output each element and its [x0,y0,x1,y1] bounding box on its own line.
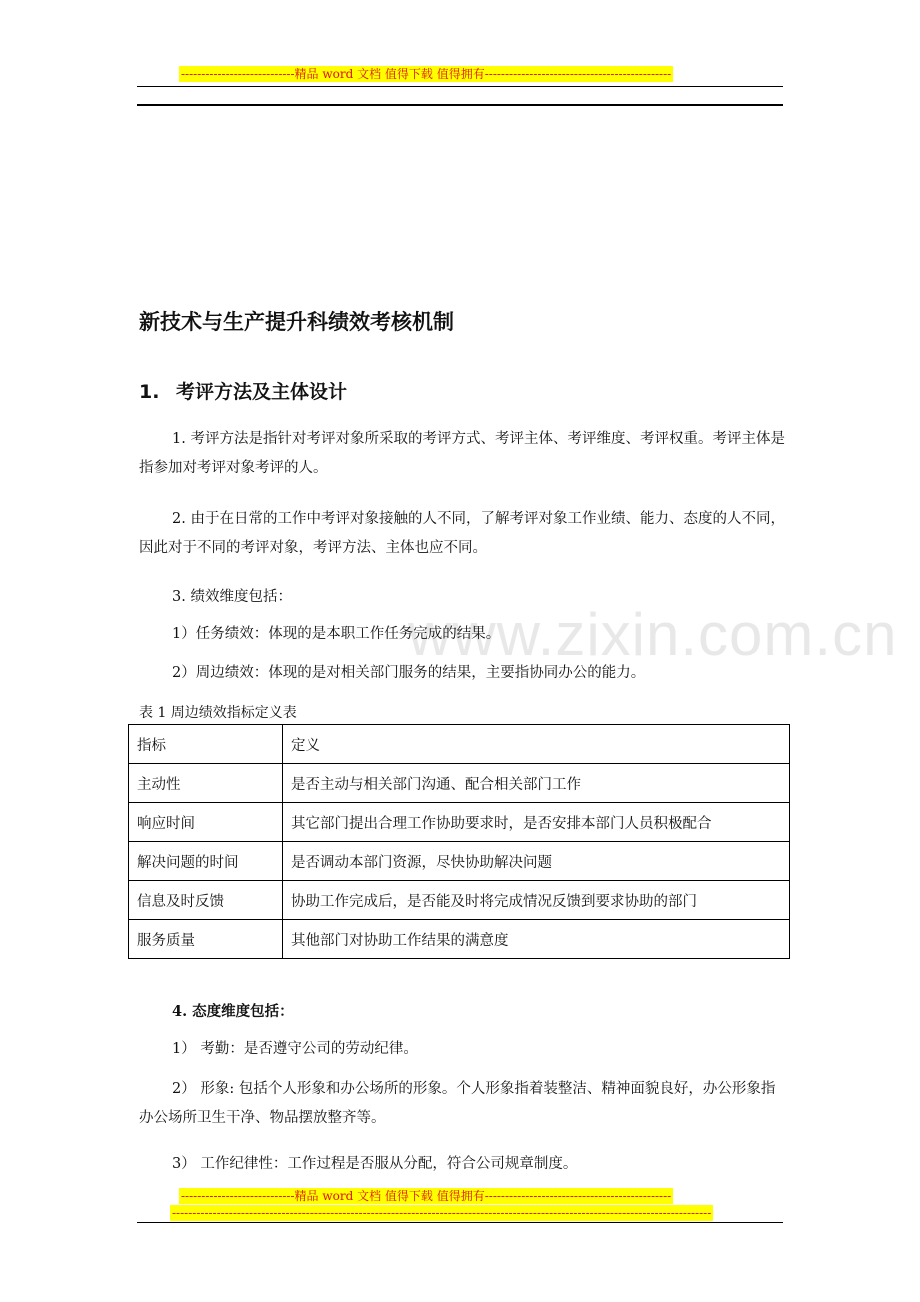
table-cell-indicator: 主动性 [129,764,283,803]
table-row [129,920,790,959]
header-rule [137,104,783,106]
paragraph: 2. 由于在日常的工作中考评对象接触的人不同，了解考评对象工作业绩、能力、态度的人不同，因此对于不同的考评对象，考评方法、主体也应不同。 [139,511,785,556]
table-cell-indicator: 服务质量 [129,920,283,959]
table-header-cell: 定义 [283,725,790,764]
footer-banner: ------------------------------------------------------------------------------------------------------------------------------------- [172,1206,712,1220]
table-cell-definition: 是否主动与相关部门沟通、配合相关部门工作 [283,764,790,803]
table-header-row [129,725,790,764]
paragraph: 1）任务绩效：体现的是本职工作任务完成的结果。 [172,626,501,642]
metrics-table [128,724,790,959]
footer-rule [137,1222,783,1223]
paragraph: 2）周边绩效：体现的是对相关部门服务的结果，主要指协同办公的能力。 [172,665,646,681]
paragraph: 2） 形象: 包括个人形象和办公场所的形象。个人形象指着装整洁、精神面貌良好，办公形象指办公场所卫生干净、物品摆放整齐等。 [139,1081,776,1126]
attitude-heading: 4. 态度维度包括： [172,1003,294,1020]
table-cell-definition: 其他部门对协助工作结果的满意度 [283,920,790,959]
table-cell-definition: 是否调动本部门资源，尽快协助解决问题 [283,842,790,881]
section-number: 1. [139,381,160,403]
footer-banner: ----------------------------精品 word 文档 值得下载 值得拥有---------------------------------------------- [181,1189,672,1203]
section-heading [139,377,347,404]
paragraph: 1） 考勤：是否遵守公司的劳动纪律。 [172,1041,418,1057]
paragraph: 3） 工作纪律性：工作过程是否服从分配，符合公司规章制度。 [172,1156,578,1172]
paragraph: 3. 绩效维度包括： [172,589,292,605]
header-rule [137,86,783,87]
table-row [129,842,790,881]
table-cell-indicator: 响应时间 [129,803,283,842]
paragraph: 1. 考评方法是指针对考评对象所采取的考评方式、考评主体、考评维度、考评权重。考评主体是指参加对考评对象考评的人。 [139,431,785,476]
table-row [129,764,790,803]
section-title: 考评方法及主体设计 [176,381,348,403]
table-cell-definition: 协助工作完成后，是否能及时将完成情况反馈到要求协助的部门 [283,881,790,920]
table-caption: 表 1 周边绩效指标定义表 [139,705,297,721]
table-cell-indicator: 解决问题的时间 [129,842,283,881]
table-row [129,803,790,842]
table-header-cell: 指标 [129,725,283,764]
header-banner: ----------------------------精品 word 文档 值得下载 值得拥有---------------------------------------------- [181,67,672,81]
table-cell-definition: 其它部门提出合理工作协助要求时，是否安排本部门人员积极配合 [283,803,790,842]
watermark: www.zixin.com.cn [408,601,898,668]
page-title: 新技术与生产提升科绩效考核机制 [139,310,454,334]
table-cell-indicator: 信息及时反馈 [129,881,283,920]
table-row [129,881,790,920]
